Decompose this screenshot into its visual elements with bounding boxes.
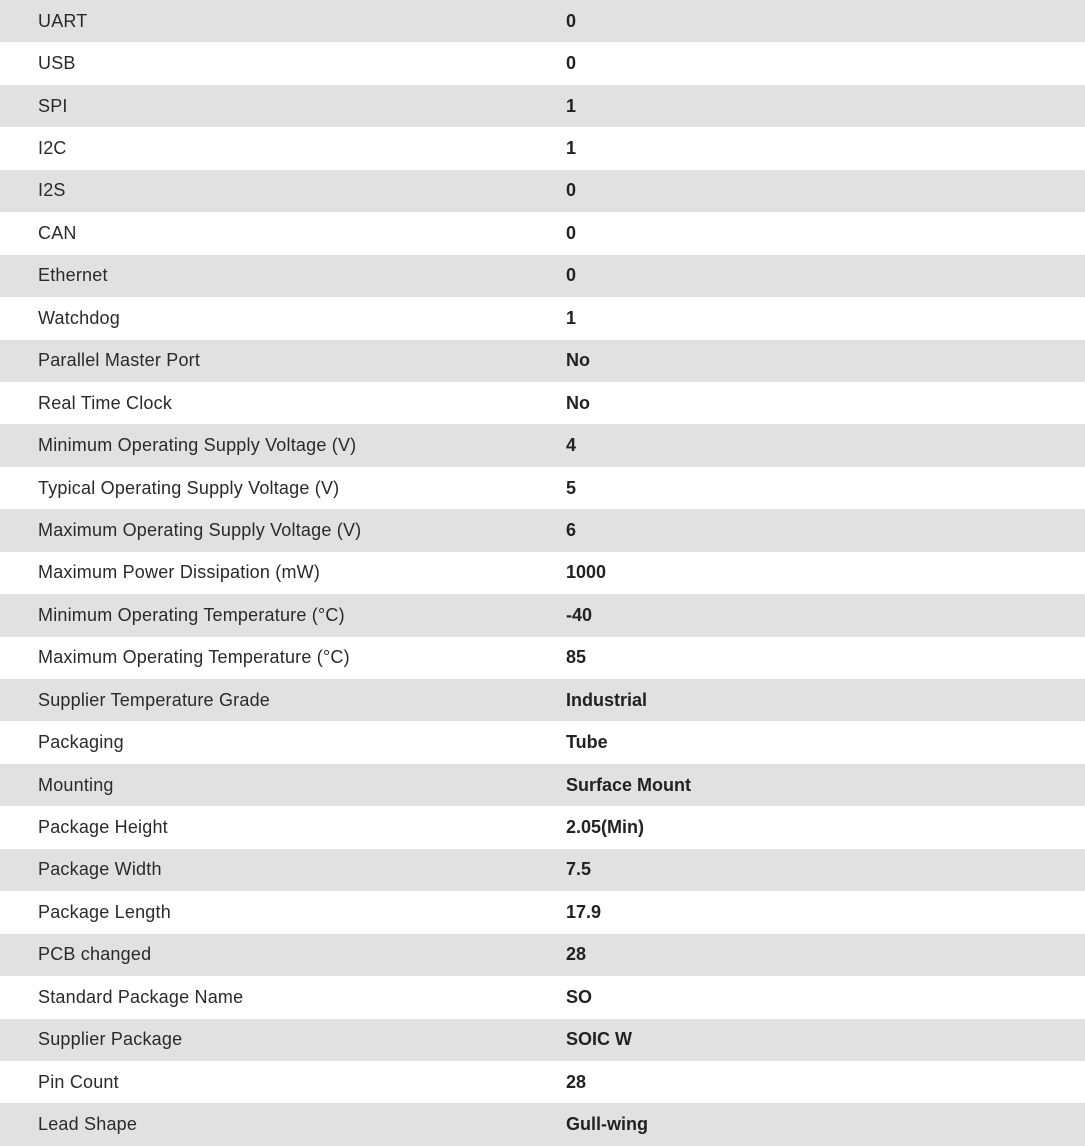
spec-row-packaging [0, 721, 1085, 763]
spec-label: Parallel Master Port [38, 350, 201, 371]
spec-value: 0 [566, 265, 577, 286]
spec-label: Ethernet [38, 265, 108, 286]
spec-label: Mounting [38, 774, 114, 795]
spec-row-min-operating-temperature [0, 594, 1085, 636]
spec-row-ethernet [0, 255, 1085, 297]
spec-value: 0 [566, 222, 577, 243]
spec-row-max-power-dissipation [0, 552, 1085, 594]
spec-row-pin-count [0, 1061, 1085, 1103]
spec-row-i2c [0, 127, 1085, 169]
spec-row-spi [0, 85, 1085, 127]
spec-value: 17.9 [566, 901, 602, 922]
spec-label: Pin Count [38, 1071, 119, 1092]
spec-row-parallel-master-port [0, 340, 1085, 382]
spec-value: SO [566, 986, 593, 1007]
spec-row-lead-shape [0, 1103, 1085, 1145]
spec-value: Industrial [566, 689, 648, 710]
spec-value: 28 [566, 1071, 587, 1092]
spec-value: No [566, 350, 590, 371]
spec-row-mounting [0, 764, 1085, 806]
spec-value: 85 [566, 647, 587, 668]
spec-value: 6 [566, 519, 577, 540]
spec-label: UART [38, 10, 88, 31]
spec-row-package-length [0, 891, 1085, 933]
spec-row-min-supply-voltage [0, 424, 1085, 466]
spec-value: 1 [566, 307, 577, 328]
spec-value: Gull-wing [566, 1114, 648, 1135]
spec-value: 2.05(Min) [566, 817, 645, 838]
spec-row-watchdog [0, 297, 1085, 339]
spec-row-standard-package-name [0, 976, 1085, 1018]
spec-label: Package Height [38, 817, 168, 838]
spec-row-pcb-changed [0, 934, 1085, 976]
spec-label: Packaging [38, 732, 124, 753]
spec-label: CAN [38, 222, 77, 243]
spec-row-usb [0, 42, 1085, 84]
spec-row-supplier-temperature-grade [0, 679, 1085, 721]
spec-label: Maximum Operating Supply Voltage (V) [38, 519, 362, 540]
spec-label: Package Length [38, 901, 171, 922]
spec-row-supplier-package [0, 1019, 1085, 1061]
spec-value: 4 [566, 435, 577, 456]
spec-value: 1000 [566, 562, 607, 583]
spec-label: Minimum Operating Supply Voltage (V) [38, 435, 357, 456]
spec-row-can [0, 212, 1085, 254]
spec-label: Maximum Operating Temperature (°C) [38, 647, 350, 668]
spec-value: Surface Mount [566, 774, 692, 795]
spec-label: Watchdog [38, 307, 120, 328]
spec-label: I2C [38, 138, 67, 159]
spec-label: PCB changed [38, 944, 152, 965]
spec-value: 0 [566, 53, 577, 74]
spec-label: Typical Operating Supply Voltage (V) [38, 477, 340, 498]
spec-value: No [566, 392, 590, 413]
spec-value: SOIC W [566, 1029, 632, 1050]
spec-label: Package Width [38, 859, 162, 880]
spec-label: Minimum Operating Temperature (°C) [38, 604, 345, 625]
spec-value: 0 [566, 10, 577, 31]
spec-label: I2S [38, 180, 66, 201]
spec-row-package-width [0, 849, 1085, 891]
spec-label: SPI [38, 95, 68, 116]
spec-label: Supplier Package [38, 1029, 183, 1050]
spec-row-real-time-clock [0, 382, 1085, 424]
spec-row-package-height [0, 806, 1085, 848]
spec-label: Standard Package Name [38, 986, 244, 1007]
spec-label: Maximum Power Dissipation (mW) [38, 562, 321, 583]
spec-row-max-supply-voltage [0, 509, 1085, 551]
spec-value: 0 [566, 180, 577, 201]
spec-value: 7.5 [566, 859, 592, 880]
spec-value: 1 [566, 138, 577, 159]
spec-row-typical-supply-voltage [0, 467, 1085, 509]
spec-value: 1 [566, 95, 577, 116]
spec-value: 28 [566, 944, 587, 965]
spec-label: Real Time Clock [38, 392, 173, 413]
spec-value: 5 [566, 477, 577, 498]
spec-label: Lead Shape [38, 1114, 138, 1135]
spec-label: USB [38, 53, 76, 74]
spec-value: Tube [566, 732, 608, 753]
spec-label: Supplier Temperature Grade [38, 689, 270, 710]
spec-row-max-operating-temperature [0, 637, 1085, 679]
spec-value: -40 [566, 604, 593, 625]
spec-row-uart [0, 0, 1085, 42]
spec-row-i2s [0, 170, 1085, 212]
